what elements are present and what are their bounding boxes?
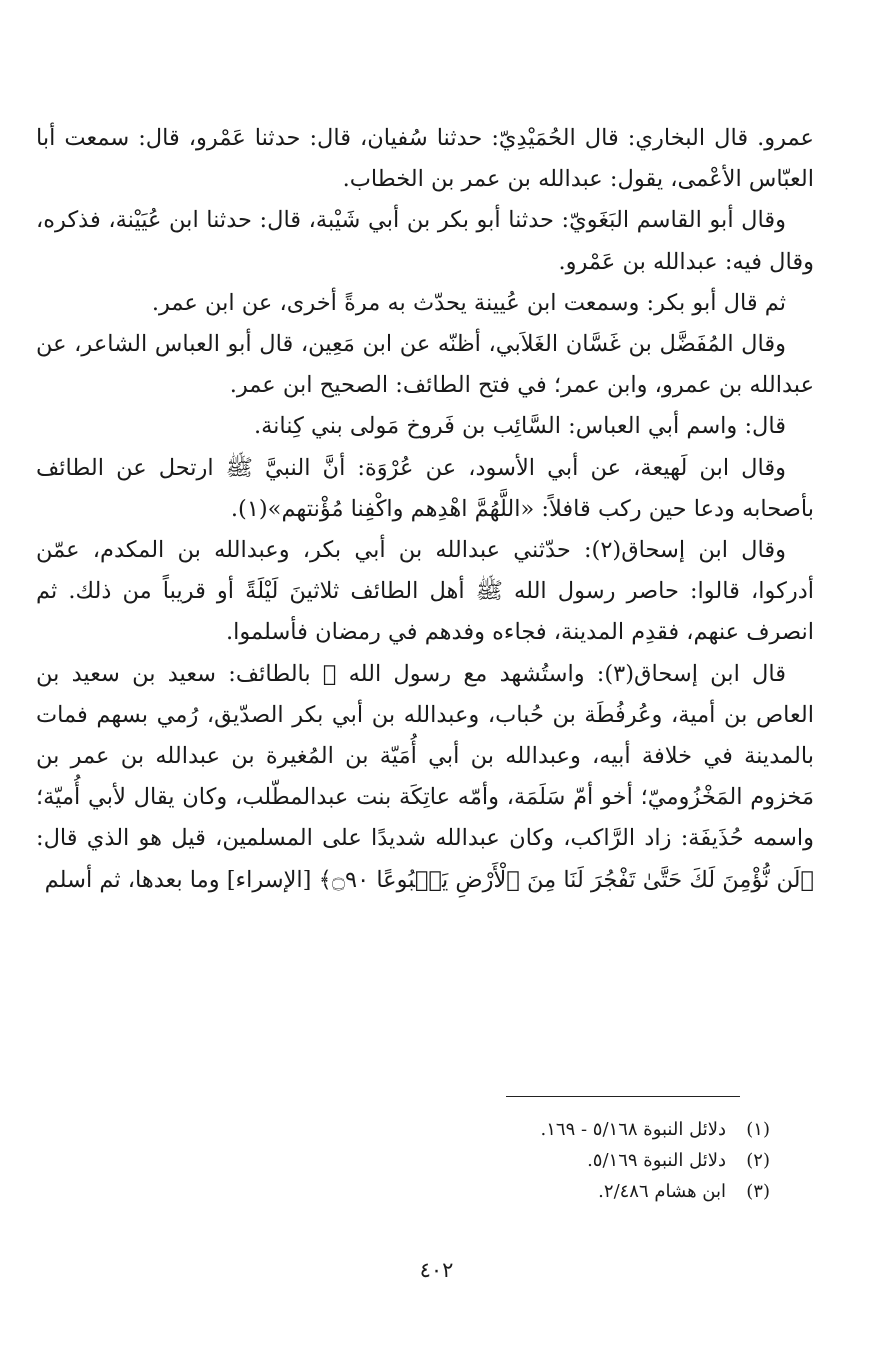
footnote-item [300,1114,770,1145]
footnote-item [300,1176,770,1207]
footnote-text: دلائل النبوة ٥/١٦٨ - ١٦٩. [540,1119,726,1140]
paragraph-3: ثم قال أبو بكر: وسمعت ابن عُيينة يحدّث به مرةً أخرى، عن ابن عمر. [151,289,786,316]
footnote-number: (١) [746,1119,770,1140]
main-text [36,118,814,901]
paragraph-4: وقال المُفَضَّل بن غَسَّان الغَلاَبي، أظنّه عن ابن مَعِين، قال أبو العباس الشاعر، عن عبدالله بن عمرو، وابن عمر؛ في فتح الطائف: الصحيح ابن عمر. [36,331,814,399]
paragraph-2: وقال أبو القاسم البَغَويّ: حدثنا أبو بكر بن أبي شَيْبة، قال: حدثنا ابن عُيَيْنة، فذكره، وقال فيه: عبدالله بن عَمْرو. [36,207,814,275]
paragraph-1: عمرو. قال البخاري: قال الحُمَيْدِيّ: حدثنا سُفيان، قال: حدثنا عَمْرو، قال: سمعت أبا العبّاس الأعْمى، يقول: عبدالله بن عمر بن الخطاب. [36,125,814,193]
footnote-text: دلائل النبوة ٥/١٦٩. [587,1150,726,1171]
footnote-number: (٢) [746,1150,770,1171]
footnote-text: ابن هشام ٢/٤٨٦. [598,1181,726,1202]
paragraph-7: وقال ابن إسحاق(٢): حدّثني عبدالله بن أبي بكر، وعبدالله بن المكدم، عمّن أدركوا، قالوا: حاصر رسول الله ﷺ أهل الطائف ثلاثينَ لَيْلَةً أو قريباً من ذلك. ثم انصرف عنهم، فقدِم المدينة، فجاءه وفدهم في رمضان فأسلموا. [36,537,814,646]
page-number: ٤٠٢ [419,1258,454,1282]
paragraph-8: قال ابن إسحاق(٣): واستُشهد مع رسول الله ﷺ بالطائف: سعيد بن سعيد بن العاص بن أمية، وعُرفُطَة بن حُباب، وعبدالله بن أبي بكر الصدّيق، رُمي بسهم فمات بالمدينة في خلافة أبيه، وعبدالله بن أبي أُمَيّة بن المُغيرة بن عبدالله بن عمر بن مَخزوم المَخْزُوميّ؛ أخو أمّ سَلَمَة، وأمّه عاتِكَة بنت عبدالمطّلب، وكان يقال لأبي أُميّة؛ واسمه حُذَيفَة: زاد الرَّاكب، وكان عبدالله شديدًا على المسلمين، قيل هو الذي قال: ﴿لَن نُّؤْمِنَ لَكَ حَتَّىٰ تَفْجُرَ لَنَا مِنَ ٱلْأَرْضِ يَنۢبُوعًا ۝٩٠﴾ [الإسراء] وما بعدها، ثم أسلم [36,660,814,893]
footnote-item [300,1145,770,1176]
paragraph-6: وقال ابن لَهيعة، عن أبي الأسود، عن عُرْوَة: أنَّ النبيَّ ﷺ ارتحل عن الطائف بأصحابه ودعا حين ركب قافلاً: «اللَّهُمَّ اهْدِهم واكْفِنا مُؤْنتهم»(١). [36,454,814,522]
footnotes [300,1114,770,1207]
footnote-separator [506,1096,740,1097]
footnote-number: (٣) [746,1181,770,1202]
paragraph-5: قال: واسم أبي العباس: السَّائِب بن فَروخ مَولى بني كِنانة. [253,413,786,440]
